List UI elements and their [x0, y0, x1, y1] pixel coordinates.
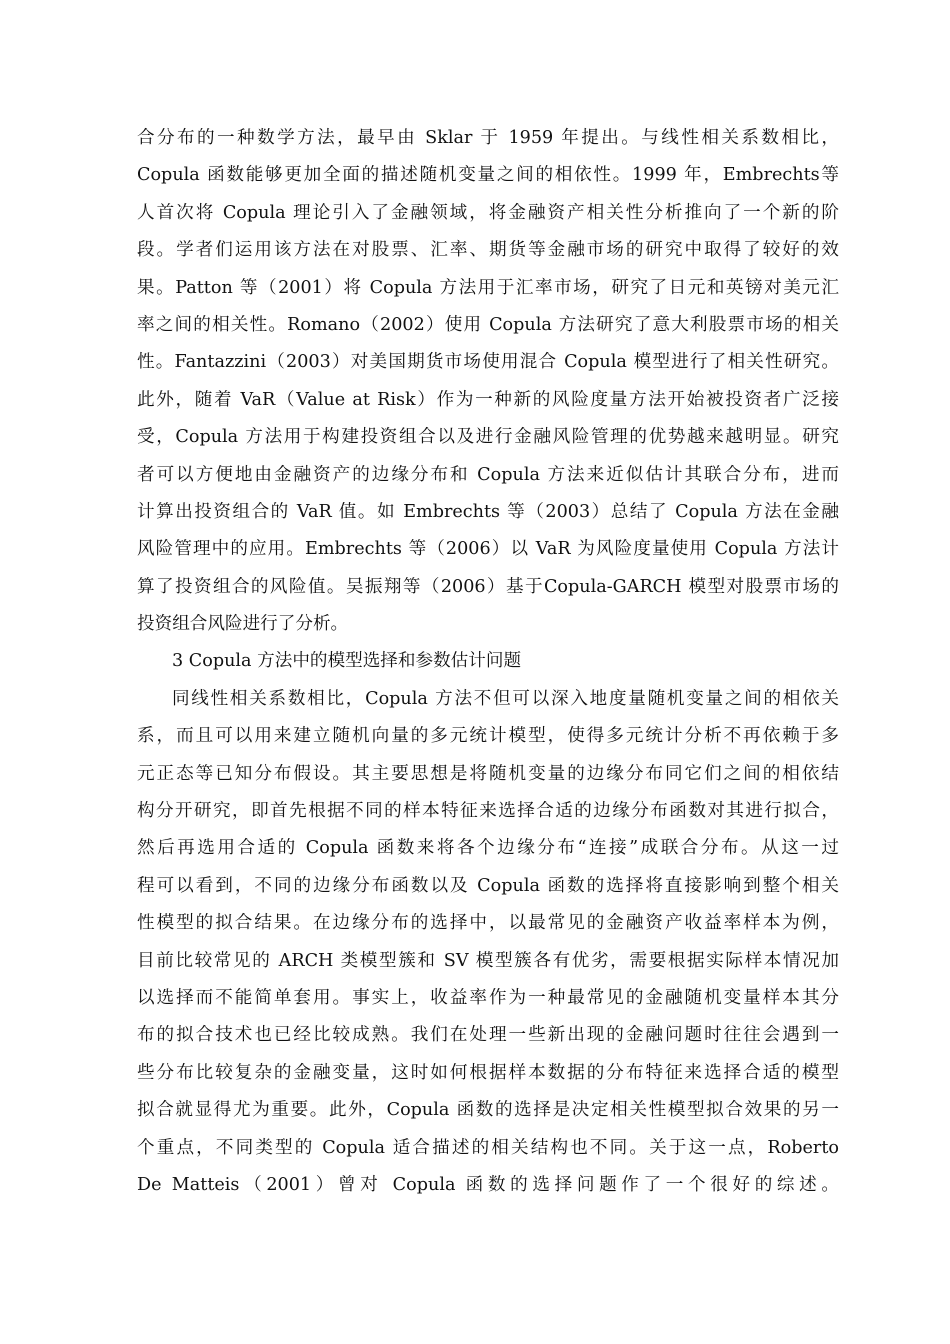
paragraph-line: 构分开研究，即首先根据不同的样本特征来选择合适的边缘分布函数对其进行拟合，: [137, 801, 839, 822]
paragraph-line: De Matteis（2001）曾对 Copula 函数的选择问题作了一个很好的综述。: [137, 1174, 839, 1195]
section-heading: 3 Copula 方法中的模型选择和参数估计问题: [172, 651, 522, 672]
paragraph-line: 个重点，不同类型的 Copula 适合描述的相关结构也不同。关于这一点，Roberto: [137, 1137, 839, 1158]
paragraph-line: 同线性相关系数相比，Copula 方法不但可以深入地度量随机变量之间的相依关: [172, 688, 839, 709]
paragraph-line: Copula 函数能够更加全面的描述随机变量之间的相依性。1999 年，Embrechts等: [137, 165, 839, 186]
paragraph-line: 性。Fantazzini（2003）对美国期货市场使用混合 Copula 模型进行了相关性研究。: [137, 352, 839, 373]
paragraph-line: 者可以方便地由金融资产的边缘分布和 Copula 方法来近似估计其联合分布，进而: [137, 464, 839, 485]
paragraph-line: 然后再选用合适的 Copula 函数来将各个边缘分布“连接”成联合分布。从这一过: [137, 838, 839, 859]
paragraph-line: 元正态等已知分布假设。其主要思想是将随机变量的边缘分布同它们之间的相依结: [137, 763, 839, 784]
paragraph-line: 果。Patton 等（2001）将 Copula 方法用于汇率市场，研究了日元和英镑对美元汇: [137, 277, 839, 298]
paragraph-line: 计算出投资组合的 VaR 值。如 Embrechts 等（2003）总结了 Copula 方法在金融: [137, 501, 839, 522]
paragraph-line: 布的拟合技术也已经比较成熟。我们在处理一些新出现的金融问题时往往会遇到一: [137, 1025, 839, 1046]
paragraph-line: 率之间的相关性。Romano（2002）使用 Copula 方法研究了意大利股票市场的相关: [137, 314, 839, 335]
paragraph-line: 拟合就显得尤为重要。此外，Copula 函数的选择是决定相关性模型拟合效果的另一: [137, 1100, 839, 1121]
paragraph-line: 人首次将 Copula 理论引入了金融领域，将金融资产相关性分析推向了一个新的阶: [137, 202, 839, 223]
paragraph-line: 以选择而不能简单套用。事实上，收益率作为一种最常见的金融随机变量样本其分: [137, 987, 839, 1008]
paragraph-line: 受，Copula 方法用于构建投资组合以及进行金融风险管理的优势越来越明显。研究: [137, 427, 839, 448]
paragraph-line: 风险管理中的应用。Embrechts 等（2006）以 VaR 为风险度量使用 Copula 方法计: [137, 539, 839, 560]
paragraph-line: 性模型的拟合结果。在边缘分布的选择中，以最常见的金融资产收益率样本为例，: [137, 913, 839, 934]
paragraph-line: 些分布比较复杂的金融变量，这时如何根据样本数据的分布特征来选择合适的模型: [137, 1062, 839, 1083]
paragraph-line: 程可以看到，不同的边缘分布函数以及 Copula 函数的选择将直接影响到整个相关: [137, 875, 839, 896]
paragraph-line: 目前比较常见的 ARCH 类模型簇和 SV 模型簇各有优劣，需要根据实际样本情况加: [137, 950, 839, 971]
paragraph-line: 合分布的一种数学方法，最早由 Sklar 于 1959 年提出。与线性相关系数相比，: [137, 128, 839, 148]
paragraph-line: 系，而且可以用来建立随机向量的多元统计模型，使得多元统计分析不再依赖于多: [137, 726, 839, 747]
paragraph-line: 段。学者们运用该方法在对股票、汇率、期货等金融市场的研究中取得了较好的效: [137, 240, 839, 261]
paragraph-line: 此外，随着 VaR（Value at Risk）作为一种新的风险度量方法开始被投资者广泛接: [137, 389, 839, 410]
body-text: [137, 120, 839, 1204]
paragraph-line: 投资组合风险进行了分析。: [137, 614, 349, 635]
paragraph-line: 算了投资组合的风险值。吴振翔等（2006）基于Copula-GARCH 模型对股票市场的: [137, 576, 839, 597]
